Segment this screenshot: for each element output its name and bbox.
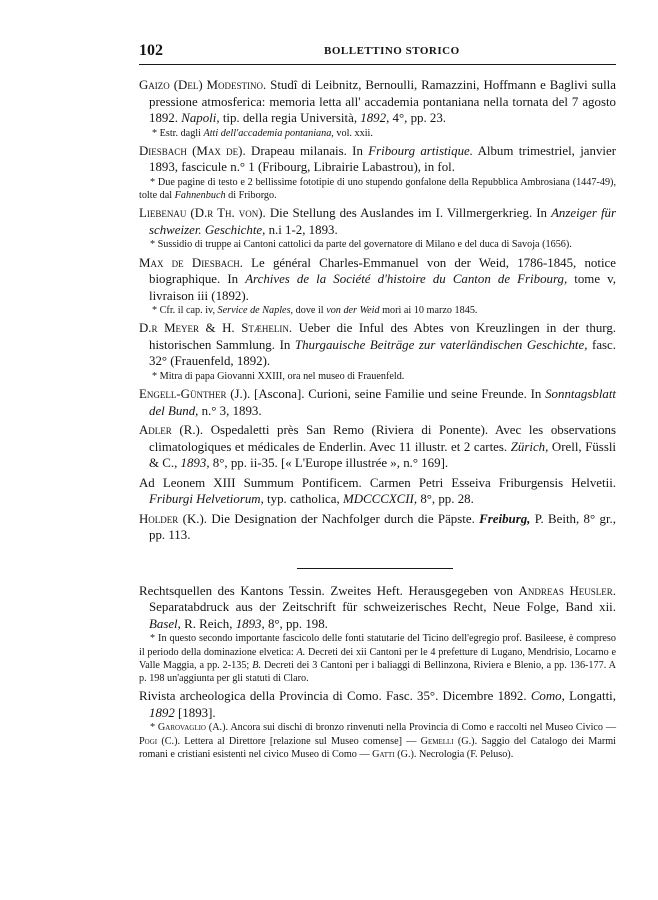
entry-year: 1893, [235, 616, 265, 631]
page-header [139, 42, 616, 65]
bibliography-entry [139, 386, 616, 419]
entry-journal: Archives de la Société d'histoire du Canton de Fribourg, [245, 272, 568, 287]
entry-note: * Mitra di papa Giovanni XXIII, ora nel museo di Frauenfeld. [152, 370, 405, 382]
bibliography-entry [139, 475, 616, 508]
entry-citation: Ad Leonem XIII Summum Pontificem. Carmen Petri Esseiva Friburgensis Helvetii. Friburgi Helvetiorum, typ. catholica, MDCCCXCII, 8°, pp. 28. [139, 475, 616, 507]
entry-citation: Liebenau (D.r Th. von). Die Stellung des Auslandes im I. Villmergerkrieg. In Anzeiger für schweizer. Geschichte, n.i 1-2, 1893. [139, 206, 616, 237]
bibliography-entry [139, 320, 616, 383]
entry-place: Zürich, [510, 439, 549, 454]
entry-author: Holder (K.). [139, 511, 207, 526]
entry-year: 1892 [149, 705, 175, 720]
section-separator [297, 568, 453, 569]
bibliography-entry [139, 511, 616, 544]
entry-citation: Gaizo (Del) Modestino. Studî di Leibnitz, Bernoulli, Ramazzini, Hoffmann e Baglivi sulla pressione atmosferica: memoria letta all' accademia pontaniana nella tornata del 7 agosto 1892. Napoli, tip. della regia Università, 1892, 4°, pp. 23. [139, 78, 616, 125]
entry-place: Napoli, [181, 111, 220, 125]
entry-journal: Fribourg artistique. [368, 143, 473, 158]
entry-journal: Sonntagsblatt del Bund, [149, 387, 617, 418]
bibliography-entry [139, 422, 616, 472]
entry-author: Liebenau (D.r Th. von). [139, 206, 266, 221]
entry-note: * Estr. dagli Atti dell'accademia pontaniana, vol. xxii. [152, 127, 373, 139]
bibliography-entry [139, 77, 616, 140]
entry-note: * In questo secondo importante fascicolo delle fonti statutarie del Ticino dell'egregio prof. Basileese, è compreso il periodo della dominazione elvetica: A. Decreti dei xii Cantoni per le 4 prefetture di Lugano, Mendrisio, Locarno e Valle Maggia, a pp. 2-135; B. Decreti dei 3 Cantoni per i baliaggi di Bellinzona, Riviera e Blenio, a pp. 136-177. A p. 198 un'aggiunta per gli statuti di Claro. [139, 633, 617, 685]
entry-editor: Andreas Heusler. [518, 583, 617, 598]
bibliography-entry [139, 688, 616, 761]
bibliography-entry [139, 255, 616, 318]
page-number: 102 [139, 42, 163, 59]
entry-year: MDCCCXCII, [342, 492, 418, 507]
entry-author: Max de Diesbach. [139, 255, 243, 270]
entry-year: 1893, [180, 456, 210, 471]
entry-citation: Max de Diesbach. Le général Charles-Emmanuel von der Weid, 1786-1845, notice biographique. In Archives de la Société d'histoire du Canton de Fribourg, tome v, livraison iii (1892). [139, 255, 616, 303]
entry-place: Basel, [149, 616, 181, 631]
entry-author: D.r Meyer & H. Stæhelin. [139, 321, 293, 336]
entry-note: * Cfr. il cap. iv, Service de Naples, dove il von der Weid morì ai 10 marzo 1845. [152, 305, 478, 317]
entry-citation: Rechtsquellen des Kantons Tessin. Zweites Heft. Herausgegeben von Andreas Heusler. Separatabdruck aus der Zeitschrift für schweizerisches Recht, Neue Folge, Band xii. Basel, R. Reich, 1893, 8°, pp. 198. [139, 583, 617, 631]
entry-citation: Engell-Günther (J.). [Ascona]. Curioni, seine Familie und seine Freunde. In Sonntagsblatt del Bund, n.° 3, 1893. [139, 387, 617, 418]
entry-journal: Thurgauische Beiträge zur vaterländischen Geschichte, [294, 337, 588, 352]
bibliography-entry [139, 583, 616, 686]
entry-place: Friburgi Helvetiorum, [149, 492, 264, 507]
running-title: BOLLETTINO STORICO [324, 45, 460, 57]
bibliography-entry [139, 143, 616, 203]
entry-place: Como, [530, 689, 565, 704]
entry-author: Diesbach (Max de). [139, 143, 246, 158]
entry-citation: Holder (K.). Die Designation der Nachfolger durch die Päpste. Freiburg, P. Beith, 8° gr., pp. 113. [139, 511, 616, 543]
entry-citation: D.r Meyer & H. Stæhelin. Ueber die Inful des Abtes von Kreuzlingen in der thurg. historischen Sammlung. In Thurgauische Beiträge zur vaterländischen Geschichte, fasc. 32° (Frauenfeld, 1892). [139, 321, 617, 369]
entry-note: * Due pagine di testo e 2 bellissime fototipie di uno stupendo gonfalone della Repubblica Ambrosiana (1447-49), tolte dal Fahnenbuch di Friborgo. [139, 176, 616, 202]
entry-note: * Sussidio di truppe ai Cantoni cattolici da parte del governatore di Milano e del duca di Savoja (1656). [150, 239, 572, 251]
entry-author: Engell-Günther (J.). [139, 387, 251, 402]
entry-citation: Adler (R.). Ospedaletti près San Remo (Riviera di Ponente). Avec les observations climatologiques et médicales de Enderlin. Avec 11 illustr. et 2 cartes. Zürich, Orell, Füssli & C., 1893, 8°, pp. ii-35. [« L'Europe illustrée », n.° 169]. [139, 423, 617, 471]
entry-citation: Diesbach (Max de). Drapeau milanais. In Fribourg artistique. Album trimestriel, janvier 1893, fascicule n.° 1 (Fribourg, Librairie Labastrou), in fol. [139, 143, 616, 175]
entry-author: Adler (R.). [139, 423, 204, 438]
entry-place: Freiburg, [479, 511, 531, 526]
bibliography-list [139, 77, 616, 764]
entry-journal: Anzeiger für schweizer. Geschichte, [149, 206, 616, 237]
entry-note: * Garovaglio (A.). Ancora sui dischi di bronzo rinvenuti nella Provincia di Como e raccolti nel Museo Civico — Pogi (C.). Lettera al Direttore [relazione sul Museo comense] — Gemelli (G.). Saggio del Catalogo dei Marmi romani e cristiani esistenti nel civico Museo di Como — Gatti (G.). Necrologia (F. Peluso). [139, 722, 617, 761]
entry-citation: Rivista archeologica della Provincia di Como. Fasc. 35°. Dicembre 1892. Como, Longatti, 1892 [1893]. [139, 689, 616, 720]
bibliography-entry [139, 205, 616, 251]
entry-author: Gaizo (Del) Modestino. [139, 78, 267, 92]
entry-year: 1892, [360, 111, 390, 125]
